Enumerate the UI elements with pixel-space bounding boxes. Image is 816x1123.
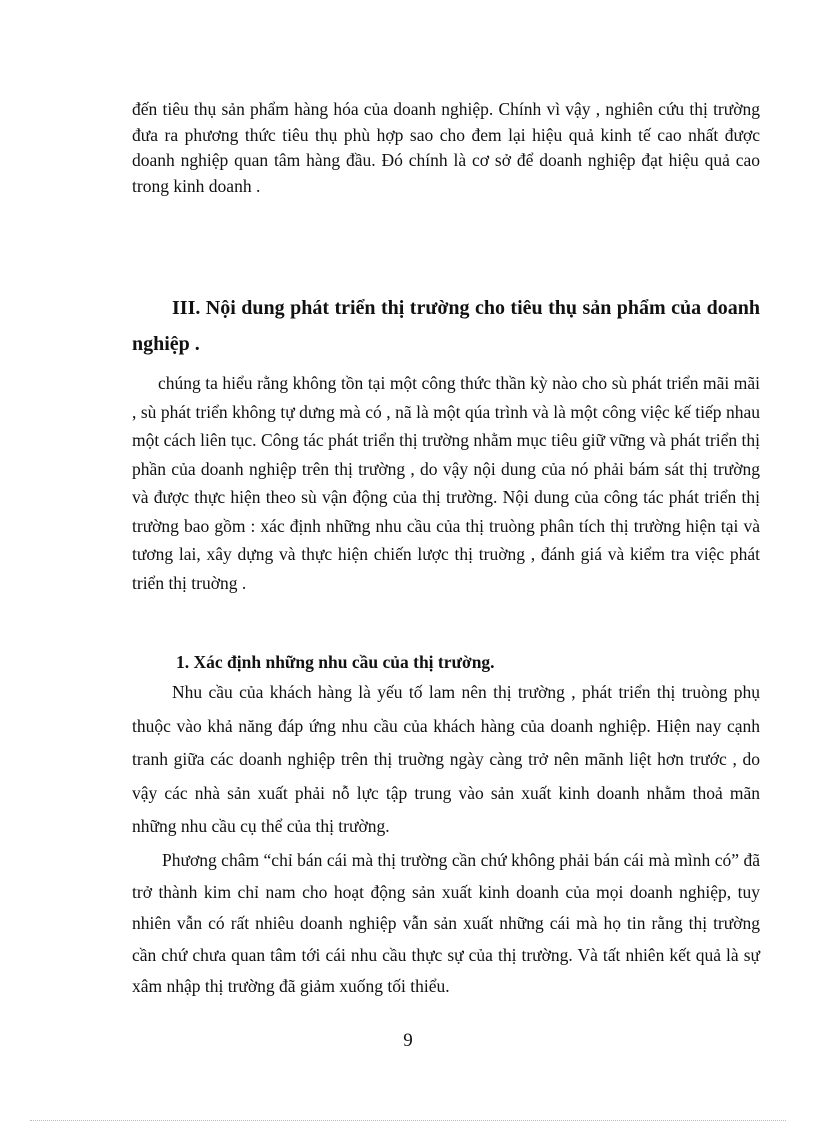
intro-paragraph: đến tiêu thụ sản phẩm hàng hóa của doanh nghiệp. Chính vì vậy , nghiên cứu thị trường đưa ra phương thức tiêu thụ phù hợp sao cho đem lại hiệu quả kinh tế cao nhất được doanh nghiệp quan tâm hàng đầu. Đó chính là cơ sở để doanh nghiệp đạt hiệu quả cao trong kinh doanh . bbox=[132, 99, 760, 196]
page-bottom-divider bbox=[30, 1120, 786, 1121]
subsection-heading: 1. Xác định những nhu cầu của thị trường. bbox=[176, 652, 495, 672]
paragraph-motto: Phương châm “chỉ bán cái mà thị trường cần chứ không phải bán cái mà mình có” đã trở thành kim chỉ nam cho hoạt động sản xuất kinh doanh của mọi doanh nghiệp, tuy nhiên vẫn có rất nhiêu doanh nghiệp vẫn sản xuất những cái mà họ tin rằng thị trường cần chứ chưa quan tâm tới cái nhu cầu thực sự của thị trường. Và tất nhiên kết quả là sự xâm nhập thị trường đã giảm xuống tối thiểu. bbox=[132, 850, 760, 996]
section-paragraph: chúng ta hiểu rằng không tồn tại một công thức thần kỳ nào cho sù phát triển mãi mãi , sù phát triển không tự dưng mà có , nã là một qúa trình và là một công việc kế tiếp nhau một cách liên tục. Công tác phát triển thị trường nhằm mục tiêu giữ vững và phát triển thị phần của doanh nghiệp trên thị trường , do vậy nội dung của nó phải bám sát thị trường và được thực hiện theo sù vận động của thị trường. Nội dung của công tác phát triển thị trường bao gồm : xác định những nhu cầu của thị truòng phân tích thị trường hiện tại và tương lai, xây dựng và thực hiện chiến lược thị truờng , đánh giá và kiểm tra việc phát triển thị truờng . bbox=[132, 373, 760, 593]
paragraph-customer-needs: Nhu cầu của khách hàng là yếu tố lam nên thị trường , phát triển thị truòng phụ thuộc vào khả năng đáp ứng nhu cầu của khách hàng của doanh nghiệp. Hiện nay cạnh tranh giữa các doanh nghiệp trên thị truờng ngày càng trở nên mãnh liệt hơn trước , do vậy các nhà sản xuất phải nỗ lực tập trung vào sản xuất kinh doanh nhằm thoả mãn những nhu cầu cụ thể của thị trường. bbox=[132, 682, 760, 837]
section-heading: III. Nội dung phát triển thị trường cho tiêu thụ sản phẩm của doanh nghiệp . bbox=[132, 297, 760, 355]
page-number: 9 bbox=[403, 1030, 413, 1051]
